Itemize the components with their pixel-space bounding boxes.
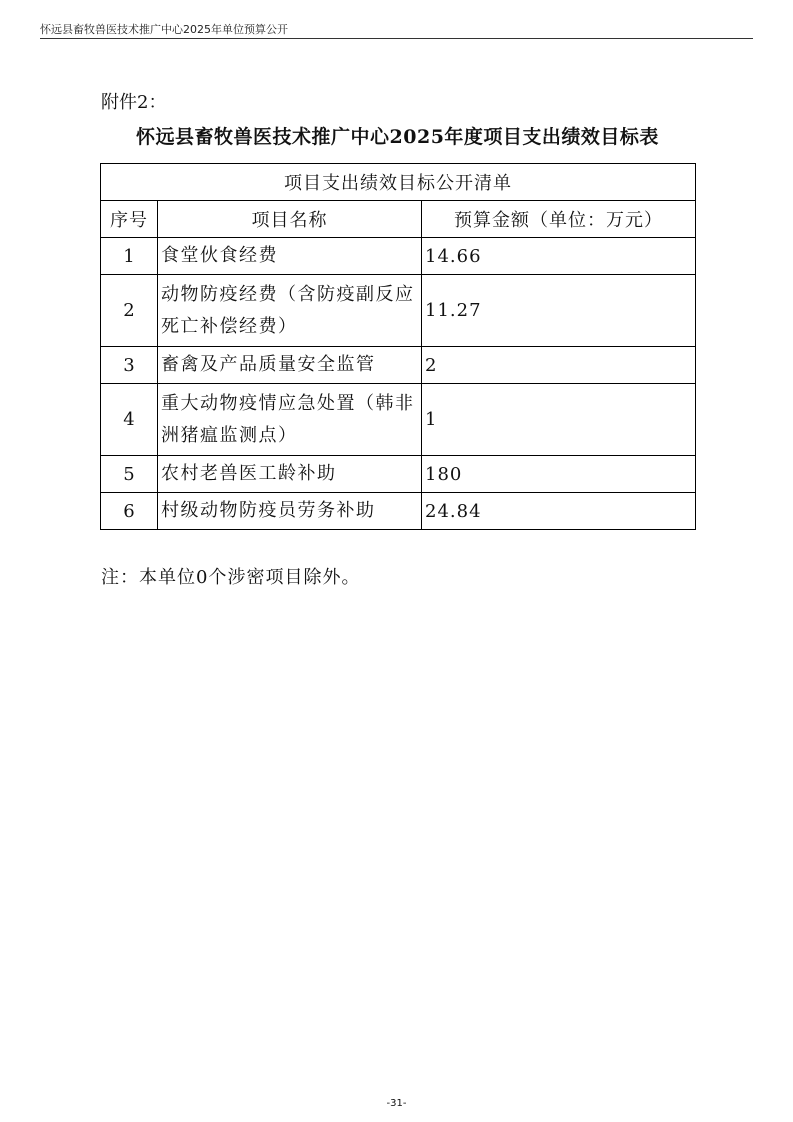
- project-name: 动物防疫经费（含防疫副反应死亡补偿经费）: [158, 275, 422, 347]
- column-header-budget-amount: 预算金额（单位：万元）: [422, 201, 696, 238]
- footnote: 注：本单位0个涉密项目除外。: [101, 567, 361, 588]
- row-number: 3: [101, 347, 158, 384]
- column-header-no: 序号: [101, 201, 158, 238]
- row-number: 4: [101, 384, 158, 456]
- budget-amount: 180: [422, 456, 696, 493]
- project-name: 农村老兽医工龄补助: [158, 456, 422, 493]
- table-row: [101, 347, 696, 384]
- project-name: 重大动物疫情应急处置（韩非洲猪瘟监测点）: [158, 384, 422, 456]
- budget-amount: 24.84: [422, 493, 696, 530]
- table-row: [101, 493, 696, 530]
- column-header-project-name: 项目名称: [158, 201, 422, 238]
- table-row: [101, 275, 696, 347]
- header-text: 怀远县畜牧兽医技术推广中心2025年单位预算公开: [40, 23, 288, 36]
- row-number: 1: [101, 238, 158, 275]
- budget-amount: 2: [422, 347, 696, 384]
- table-row: [101, 238, 696, 275]
- budget-amount: 11.27: [422, 275, 696, 347]
- row-number: 5: [101, 456, 158, 493]
- budget-amount: 14.66: [422, 238, 696, 275]
- document-title: 怀远县畜牧兽医技术推广中心2025年度项目支出绩效目标表: [136, 126, 659, 148]
- row-number: 6: [101, 493, 158, 530]
- project-name: 村级动物防疫员劳务补助: [158, 493, 422, 530]
- performance-target-table: [100, 163, 696, 530]
- budget-amount: 1: [422, 384, 696, 456]
- table-row: [101, 456, 696, 493]
- project-name: 食堂伙食经费: [158, 238, 422, 275]
- table-header-row: [101, 201, 696, 238]
- project-name: 畜禽及产品质量安全监管: [158, 347, 422, 384]
- table-row: [101, 384, 696, 456]
- attachment-label: 附件2：: [101, 92, 167, 113]
- table-caption: 项目支出绩效目标公开清单: [101, 164, 696, 201]
- page-number: -31-: [386, 1098, 407, 1109]
- header-divider: [40, 38, 753, 39]
- page-header: [40, 10, 753, 38]
- row-number: 2: [101, 275, 158, 347]
